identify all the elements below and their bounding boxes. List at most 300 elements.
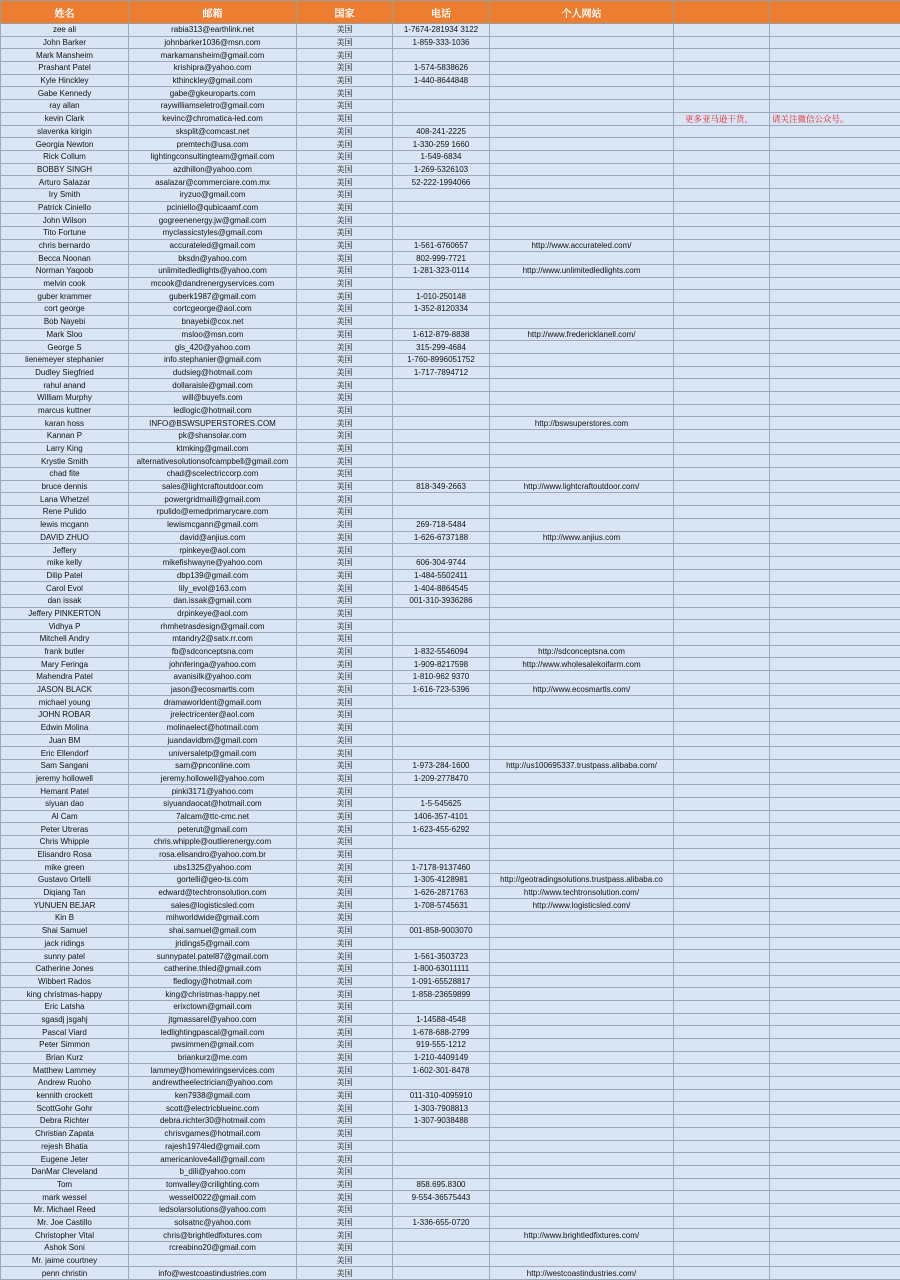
cell-name[interactable]: Kannan P — [1, 430, 129, 443]
cell-website[interactable] — [490, 506, 674, 519]
cell-blank-f[interactable] — [674, 836, 770, 849]
cell-email[interactable]: pinki3171@yahoo.com — [129, 785, 297, 798]
cell-email[interactable]: jtgmassarel@yahoo.com — [129, 1013, 297, 1026]
cell-country[interactable]: 美国 — [297, 1089, 393, 1102]
cell-blank-g[interactable] — [770, 734, 900, 747]
cell-name[interactable]: bruce dennis — [1, 480, 129, 493]
cell-email[interactable]: pk@shansolar.com — [129, 430, 297, 443]
cell-name[interactable]: Mark Sloo — [1, 328, 129, 341]
cell-blank-f[interactable] — [674, 1039, 770, 1052]
cell-name[interactable]: marcus kuttner — [1, 404, 129, 417]
cell-website[interactable] — [490, 950, 674, 963]
cell-website[interactable]: http://www.brightledfixtures.com/ — [490, 1229, 674, 1242]
cell-country[interactable]: 美国 — [297, 24, 393, 37]
cell-blank-g[interactable] — [770, 594, 900, 607]
cell-name[interactable]: Chris Whipple — [1, 836, 129, 849]
cell-blank-g[interactable] — [770, 937, 900, 950]
cell-phone[interactable]: 1-330-259 1660 — [393, 138, 490, 151]
cell-name[interactable]: sunny patel — [1, 950, 129, 963]
cell-email[interactable]: sales@logisticsled.com — [129, 899, 297, 912]
cell-blank-f[interactable] — [674, 937, 770, 950]
cell-website[interactable] — [490, 1127, 674, 1140]
cell-blank-f[interactable] — [674, 1102, 770, 1115]
cell-website[interactable]: http://www.techtronsolution.com/ — [490, 886, 674, 899]
cell-email[interactable]: premtech@usa.com — [129, 138, 297, 151]
cell-name[interactable]: Catherine Jones — [1, 962, 129, 975]
cell-blank-f[interactable] — [674, 201, 770, 214]
cell-name[interactable]: jeremy hollowell — [1, 772, 129, 785]
cell-blank-g[interactable] — [770, 823, 900, 836]
cell-name[interactable]: Mr. Michael Reed — [1, 1203, 129, 1216]
cell-name[interactable]: melvin cook — [1, 277, 129, 290]
cell-name[interactable]: Norman Yaqoob — [1, 265, 129, 278]
cell-phone[interactable]: 1-832-5546094 — [393, 645, 490, 658]
header-website[interactable]: 个人网站 — [490, 1, 674, 24]
cell-phone[interactable] — [393, 1140, 490, 1153]
cell-blank-g[interactable] — [770, 341, 900, 354]
cell-country[interactable]: 美国 — [297, 747, 393, 760]
cell-blank-g[interactable] — [770, 87, 900, 100]
cell-blank-g[interactable] — [770, 582, 900, 595]
cell-website[interactable] — [490, 1216, 674, 1229]
cell-blank-f[interactable] — [674, 150, 770, 163]
cell-blank-g[interactable] — [770, 1077, 900, 1090]
cell-blank-g[interactable] — [770, 493, 900, 506]
cell-name[interactable]: Mark Mansheim — [1, 49, 129, 62]
cell-name[interactable]: lewis mcgann — [1, 518, 129, 531]
cell-blank-f[interactable] — [674, 493, 770, 506]
cell-phone[interactable]: 1-708-5745631 — [393, 899, 490, 912]
cell-email[interactable]: krishipra@yahoo.com — [129, 62, 297, 75]
cell-blank-f[interactable] — [674, 899, 770, 912]
cell-website[interactable] — [490, 797, 674, 810]
cell-email[interactable]: ktmking@gmail.com — [129, 442, 297, 455]
cell-email[interactable]: briankurz@me.com — [129, 1051, 297, 1064]
cell-name[interactable]: michael young — [1, 696, 129, 709]
cell-country[interactable]: 美国 — [297, 176, 393, 189]
cell-country[interactable]: 美国 — [297, 1051, 393, 1064]
cell-phone[interactable]: 1-336-655-0720 — [393, 1216, 490, 1229]
cell-blank-f[interactable] — [674, 391, 770, 404]
cell-blank-f[interactable] — [674, 785, 770, 798]
cell-phone[interactable]: 1-760-8996051752 — [393, 353, 490, 366]
cell-blank-g[interactable] — [770, 1242, 900, 1255]
cell-email[interactable]: accurateled@gmail.com — [129, 239, 297, 252]
cell-blank-f[interactable] — [674, 633, 770, 646]
cell-email[interactable]: americanlove4all@gmail.com — [129, 1153, 297, 1166]
cell-name[interactable]: Rene Pulido — [1, 506, 129, 519]
cell-blank-f[interactable] — [674, 125, 770, 138]
cell-blank-g[interactable] — [770, 912, 900, 925]
cell-name[interactable]: Kyle Hinckley — [1, 74, 129, 87]
cell-website[interactable] — [490, 36, 674, 49]
cell-website[interactable] — [490, 493, 674, 506]
cell-website[interactable] — [490, 671, 674, 684]
cell-blank-g[interactable] — [770, 74, 900, 87]
cell-blank-g[interactable] — [770, 366, 900, 379]
cell-country[interactable]: 美国 — [297, 1191, 393, 1204]
cell-name[interactable]: chris bernardo — [1, 239, 129, 252]
cell-website[interactable] — [490, 49, 674, 62]
cell-blank-f[interactable] — [674, 1089, 770, 1102]
cell-blank-f[interactable] — [674, 721, 770, 734]
cell-website[interactable] — [490, 1254, 674, 1267]
cell-website[interactable] — [490, 379, 674, 392]
cell-website[interactable] — [490, 100, 674, 113]
cell-website[interactable] — [490, 252, 674, 265]
cell-email[interactable]: kthinckley@gmail.com — [129, 74, 297, 87]
cell-email[interactable]: ledlogic@hotmail.com — [129, 404, 297, 417]
cell-blank-g[interactable] — [770, 328, 900, 341]
cell-phone[interactable] — [393, 430, 490, 443]
cell-phone[interactable] — [393, 1229, 490, 1242]
cell-email[interactable]: scott@electricblueinc.com — [129, 1102, 297, 1115]
cell-country[interactable]: 美国 — [297, 328, 393, 341]
cell-blank-g[interactable] — [770, 810, 900, 823]
cell-email[interactable]: sunnypatel.patel87@gmail.com — [129, 950, 297, 963]
cell-phone[interactable]: 408-241-2225 — [393, 125, 490, 138]
cell-email[interactable]: alternativesolutionsofcampbell@gmail.com — [129, 455, 297, 468]
cell-website[interactable]: http://www.ecosmartls.com/ — [490, 683, 674, 696]
cell-country[interactable]: 美国 — [297, 430, 393, 443]
cell-blank-f[interactable] — [674, 1000, 770, 1013]
cell-phone[interactable] — [393, 747, 490, 760]
cell-email[interactable]: rcreabino20@gmail.com — [129, 1242, 297, 1255]
cell-blank-f[interactable] — [674, 582, 770, 595]
cell-blank-g[interactable] — [770, 1165, 900, 1178]
header-blank-f[interactable] — [674, 1, 770, 24]
cell-name[interactable]: siyuan dao — [1, 797, 129, 810]
cell-email[interactable]: markamansheim@gmail.com — [129, 49, 297, 62]
cell-blank-g[interactable] — [770, 531, 900, 544]
cell-country[interactable]: 美国 — [297, 303, 393, 316]
cell-email[interactable]: sales@lightcraftoutdoor.com — [129, 480, 297, 493]
cell-country[interactable]: 美国 — [297, 785, 393, 798]
cell-phone[interactable]: 1-858-23659899 — [393, 988, 490, 1001]
cell-country[interactable]: 美国 — [297, 1203, 393, 1216]
cell-blank-g[interactable] — [770, 125, 900, 138]
cell-phone[interactable]: 1-678-688-2799 — [393, 1026, 490, 1039]
cell-website[interactable] — [490, 74, 674, 87]
cell-name[interactable]: Jeffery PINKERTON — [1, 607, 129, 620]
cell-website[interactable] — [490, 391, 674, 404]
cell-country[interactable]: 美国 — [297, 1077, 393, 1090]
cell-website[interactable] — [490, 861, 674, 874]
cell-country[interactable]: 美国 — [297, 899, 393, 912]
cell-website[interactable] — [490, 201, 674, 214]
cell-website[interactable] — [490, 1051, 674, 1064]
cell-blank-g[interactable] — [770, 227, 900, 240]
cell-phone[interactable] — [393, 379, 490, 392]
cell-website[interactable] — [490, 607, 674, 620]
cell-country[interactable]: 美国 — [297, 138, 393, 151]
cell-website[interactable] — [490, 112, 674, 125]
cell-name[interactable]: DAVID ZHUO — [1, 531, 129, 544]
cell-country[interactable]: 美国 — [297, 874, 393, 887]
cell-blank-g[interactable] — [770, 848, 900, 861]
cell-country[interactable]: 美国 — [297, 100, 393, 113]
cell-blank-f[interactable] — [674, 239, 770, 252]
cell-website[interactable] — [490, 810, 674, 823]
cell-email[interactable]: unlimitedledlights@yahoo.com — [129, 265, 297, 278]
cell-country[interactable]: 美国 — [297, 1013, 393, 1026]
cell-country[interactable]: 美国 — [297, 518, 393, 531]
cell-name[interactable]: Debra Richter — [1, 1115, 129, 1128]
cell-phone[interactable] — [393, 1165, 490, 1178]
cell-country[interactable]: 美国 — [297, 1178, 393, 1191]
cell-blank-f[interactable] — [674, 1064, 770, 1077]
cell-blank-f[interactable] — [674, 734, 770, 747]
cell-website[interactable]: http://www.anjius.com — [490, 531, 674, 544]
cell-blank-g[interactable] — [770, 759, 900, 772]
cell-country[interactable]: 美国 — [297, 417, 393, 430]
cell-name[interactable]: guber krammer — [1, 290, 129, 303]
cell-blank-f[interactable] — [674, 1203, 770, 1216]
cell-email[interactable]: dollaraisle@gmail.com — [129, 379, 297, 392]
cell-name[interactable]: Diqiang Tan — [1, 886, 129, 899]
cell-blank-g[interactable] — [770, 962, 900, 975]
cell-name[interactable]: king christmas-happy — [1, 988, 129, 1001]
cell-email[interactable]: mtandry2@satx.rr.com — [129, 633, 297, 646]
cell-blank-f[interactable] — [674, 87, 770, 100]
cell-website[interactable] — [490, 1115, 674, 1128]
cell-blank-f[interactable] — [674, 214, 770, 227]
cell-email[interactable]: rosa.elisandro@yahoo.com.br — [129, 848, 297, 861]
cell-website[interactable]: http://sdconceptsna.com — [490, 645, 674, 658]
cell-blank-g[interactable] — [770, 556, 900, 569]
cell-blank-f[interactable] — [674, 506, 770, 519]
cell-phone[interactable] — [393, 277, 490, 290]
cell-name[interactable]: Lana Whetzel — [1, 493, 129, 506]
header-phone[interactable]: 电话 — [393, 1, 490, 24]
cell-blank-f[interactable] — [674, 658, 770, 671]
cell-website[interactable] — [490, 836, 674, 849]
cell-country[interactable]: 美国 — [297, 74, 393, 87]
cell-name[interactable]: ScottGohr Gohr — [1, 1102, 129, 1115]
cell-blank-f[interactable] — [674, 1216, 770, 1229]
cell-blank-g[interactable] — [770, 455, 900, 468]
cell-website[interactable] — [490, 188, 674, 201]
cell-name[interactable]: dan issak — [1, 594, 129, 607]
cell-name[interactable]: Iry Smith — [1, 188, 129, 201]
cell-phone[interactable] — [393, 696, 490, 709]
cell-email[interactable]: azdhillon@yahoo.com — [129, 163, 297, 176]
cell-email[interactable]: ubs1325@yahoo.com — [129, 861, 297, 874]
cell-email[interactable]: rajesh1974led@gmail.com — [129, 1140, 297, 1153]
cell-website[interactable] — [490, 341, 674, 354]
cell-country[interactable]: 美国 — [297, 252, 393, 265]
cell-country[interactable]: 美国 — [297, 379, 393, 392]
cell-email[interactable]: juandavidbm@gmail.com — [129, 734, 297, 747]
cell-phone[interactable]: 1-303-7908813 — [393, 1102, 490, 1115]
cell-website[interactable] — [490, 442, 674, 455]
cell-email[interactable]: catherine.thled@gmail.com — [129, 962, 297, 975]
cell-name[interactable]: Juan BM — [1, 734, 129, 747]
cell-email[interactable]: chris.whipple@outlierenergy.com — [129, 836, 297, 849]
cell-country[interactable]: 美国 — [297, 404, 393, 417]
cell-email[interactable]: mikefishwayne@yahoo.com — [129, 556, 297, 569]
cell-blank-f[interactable] — [674, 366, 770, 379]
cell-name[interactable]: Georgia Newton — [1, 138, 129, 151]
cell-website[interactable] — [490, 1191, 674, 1204]
cell-country[interactable]: 美国 — [297, 569, 393, 582]
cell-blank-g[interactable] — [770, 239, 900, 252]
cell-email[interactable]: lewismcgann@gmail.com — [129, 518, 297, 531]
cell-name[interactable]: mark wessel — [1, 1191, 129, 1204]
cell-country[interactable]: 美国 — [297, 582, 393, 595]
cell-country[interactable]: 美国 — [297, 290, 393, 303]
cell-blank-f[interactable] — [674, 645, 770, 658]
cell-blank-f[interactable] — [674, 100, 770, 113]
cell-blank-g[interactable] — [770, 899, 900, 912]
cell-website[interactable] — [490, 468, 674, 481]
cell-blank-g[interactable] — [770, 1153, 900, 1166]
cell-phone[interactable]: 606-304-9744 — [393, 556, 490, 569]
cell-country[interactable]: 美国 — [297, 87, 393, 100]
cell-blank-f[interactable] — [674, 1026, 770, 1039]
cell-blank-f[interactable] — [674, 1051, 770, 1064]
cell-country[interactable]: 美国 — [297, 836, 393, 849]
cell-website[interactable] — [490, 962, 674, 975]
cell-email[interactable]: chris@brightledfixtures.com — [129, 1229, 297, 1242]
cell-phone[interactable] — [393, 417, 490, 430]
cell-phone[interactable] — [393, 848, 490, 861]
cell-name[interactable]: Christian Zapata — [1, 1127, 129, 1140]
cell-phone[interactable]: 1-010-250148 — [393, 290, 490, 303]
cell-name[interactable]: YUNUEN BEJAR — [1, 899, 129, 912]
cell-blank-f[interactable] — [674, 1115, 770, 1128]
cell-name[interactable]: mike green — [1, 861, 129, 874]
cell-blank-g[interactable] — [770, 886, 900, 899]
cell-blank-g[interactable] — [770, 1178, 900, 1191]
cell-blank-g[interactable] — [770, 1089, 900, 1102]
cell-phone[interactable] — [393, 836, 490, 849]
cell-website[interactable] — [490, 1102, 674, 1115]
cell-email[interactable]: chrisvgames@hotmail.com — [129, 1127, 297, 1140]
cell-name[interactable]: Dilip Patel — [1, 569, 129, 582]
cell-email[interactable]: wessel0022@gmail.com — [129, 1191, 297, 1204]
cell-blank-g[interactable] — [770, 480, 900, 493]
cell-website[interactable]: http://www.wholesalekoifarm.com — [490, 658, 674, 671]
cell-blank-g[interactable] — [770, 1140, 900, 1153]
cell-blank-g[interactable] — [770, 1203, 900, 1216]
cell-country[interactable]: 美国 — [297, 645, 393, 658]
cell-blank-g[interactable] — [770, 100, 900, 113]
cell-blank-g[interactable] — [770, 417, 900, 430]
cell-blank-f[interactable] — [674, 950, 770, 963]
cell-phone[interactable]: 1-091-65528817 — [393, 975, 490, 988]
cell-name[interactable]: BOBBY SINGH — [1, 163, 129, 176]
cell-blank-g[interactable] — [770, 1013, 900, 1026]
cell-blank-f[interactable] — [674, 24, 770, 37]
cell-email[interactable]: ledlightingpascal@gmail.com — [129, 1026, 297, 1039]
cell-website[interactable] — [490, 404, 674, 417]
cell-blank-f[interactable] — [674, 74, 770, 87]
cell-phone[interactable] — [393, 1267, 490, 1280]
cell-phone[interactable] — [393, 100, 490, 113]
cell-blank-g[interactable] — [770, 430, 900, 443]
cell-website[interactable] — [490, 785, 674, 798]
cell-email[interactable]: sksplit@comcast.net — [129, 125, 297, 138]
header-name[interactable]: 姓名 — [1, 1, 129, 24]
cell-phone[interactable]: 1-612-879-8838 — [393, 328, 490, 341]
cell-country[interactable]: 美国 — [297, 1153, 393, 1166]
cell-country[interactable]: 美国 — [297, 366, 393, 379]
cell-blank-g[interactable] — [770, 1000, 900, 1013]
cell-email[interactable]: johnbarker1036@msn.com — [129, 36, 297, 49]
cell-website[interactable] — [490, 544, 674, 557]
cell-blank-f[interactable] — [674, 848, 770, 861]
cell-country[interactable]: 美国 — [297, 810, 393, 823]
cell-phone[interactable]: 1-404-8864545 — [393, 582, 490, 595]
cell-country[interactable]: 美国 — [297, 848, 393, 861]
cell-website[interactable] — [490, 1077, 674, 1090]
cell-phone[interactable]: 1-810-962 9370 — [393, 671, 490, 684]
cell-email[interactable]: gls_420@yahoo.com — [129, 341, 297, 354]
cell-website[interactable] — [490, 150, 674, 163]
cell-phone[interactable]: 1-973-284-1600 — [393, 759, 490, 772]
cell-website[interactable] — [490, 1000, 674, 1013]
cell-name[interactable]: Edwin Molina — [1, 721, 129, 734]
cell-website[interactable] — [490, 772, 674, 785]
cell-country[interactable]: 美国 — [297, 265, 393, 278]
cell-country[interactable]: 美国 — [297, 759, 393, 772]
cell-email[interactable]: rpulido@emedprimarycare.com — [129, 506, 297, 519]
cell-country[interactable]: 美国 — [297, 1267, 393, 1280]
cell-phone[interactable]: 269-718-5484 — [393, 518, 490, 531]
cell-blank-g[interactable] — [770, 861, 900, 874]
cell-country[interactable]: 美国 — [297, 620, 393, 633]
cell-blank-g[interactable] — [770, 1191, 900, 1204]
cell-country[interactable]: 美国 — [297, 683, 393, 696]
cell-phone[interactable] — [393, 1077, 490, 1090]
cell-name[interactable]: chad fite — [1, 468, 129, 481]
cell-website[interactable] — [490, 1013, 674, 1026]
cell-website[interactable] — [490, 366, 674, 379]
cell-email[interactable]: rpinkeye@aol.com — [129, 544, 297, 557]
cell-website[interactable] — [490, 138, 674, 151]
cell-blank-g[interactable] — [770, 518, 900, 531]
cell-name[interactable]: kennith crockett — [1, 1089, 129, 1102]
cell-country[interactable]: 美国 — [297, 544, 393, 557]
cell-country[interactable]: 美国 — [297, 1115, 393, 1128]
cell-email[interactable] — [129, 1254, 297, 1267]
cell-website[interactable] — [490, 975, 674, 988]
cell-blank-g[interactable] — [770, 163, 900, 176]
cell-blank-f[interactable] — [674, 962, 770, 975]
cell-blank-f[interactable] — [674, 912, 770, 925]
cell-phone[interactable]: 1-800-63011111 — [393, 962, 490, 975]
cell-name[interactable]: JOHN ROBAR — [1, 709, 129, 722]
cell-blank-g[interactable] — [770, 633, 900, 646]
cell-email[interactable]: ledsolarsolutions@yahoo.com — [129, 1203, 297, 1216]
cell-name[interactable]: rahul anand — [1, 379, 129, 392]
cell-website[interactable] — [490, 747, 674, 760]
cell-website[interactable]: http://us100695337.trustpass.alibaba.com/ — [490, 759, 674, 772]
cell-blank-g[interactable] — [770, 1229, 900, 1242]
cell-country[interactable]: 美国 — [297, 988, 393, 1001]
cell-phone[interactable]: 315-299-4684 — [393, 341, 490, 354]
cell-country[interactable]: 美国 — [297, 1000, 393, 1013]
cell-country[interactable]: 美国 — [297, 455, 393, 468]
cell-name[interactable]: Wibbert Rados — [1, 975, 129, 988]
cell-email[interactable]: molinaelect@hotmail.com — [129, 721, 297, 734]
cell-phone[interactable]: 1-5-545625 — [393, 797, 490, 810]
cell-blank-g[interactable] — [770, 709, 900, 722]
cell-blank-f[interactable] — [674, 747, 770, 760]
cell-blank-f[interactable] — [674, 544, 770, 557]
cell-name[interactable]: Andrew Ruoho — [1, 1077, 129, 1090]
